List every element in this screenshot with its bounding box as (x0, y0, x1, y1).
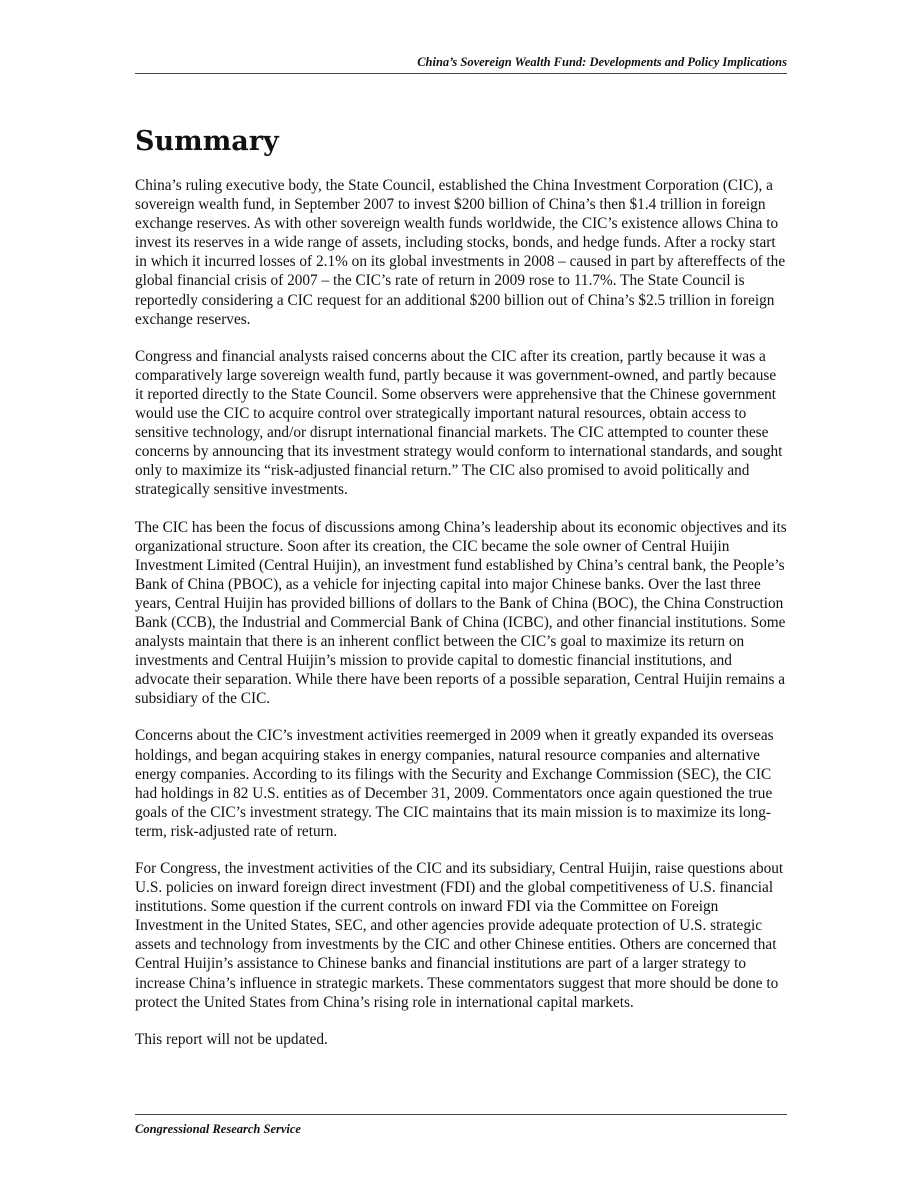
paragraph-congressional-concerns: Congress and financial analysts raised concerns about the CIC after its creation, partly because it was a comparatively large sovereign wealth fund, partly because it was government-owned, and partly because it reported directly to the State Council. Some observers were apprehensive that the Chinese government would use the CIC to acquire control over strategically important natural resources, obtain access to sensitive technology, and/or disrupt international financial markets. The CIC attempted to counter these concerns by announcing that its investment strategy would conform to international standards, and sought only to maximize its “risk-adjusted financial return.” The CIC also promised to avoid politically and strategically sensitive investments. (135, 347, 783, 499)
paragraph-central-huijin: The CIC has been the focus of discussions among China’s leadership about its economic objectives and its organizational structure. Soon after its creation, the CIC became the sole owner of Central Huijin Investment Limited (Central Huijin), an investment fund established by China’s central bank, the People’s Bank of China (PBOC), as a vehicle for injecting capital into major Chinese banks. Over the last three years, Central Huijin has provided billions of dollars to the Bank of China (BOC), the China Construction Bank (CCB), the Industrial and Commercial Bank of China (ICBC), and other financial institutions. Some analysts maintain that there is an inherent conflict between the CIC’s goal to maximize its return on investments and Central Huijin’s mission to provide capital to domestic financial institutions, and advocate their separation. While there have been reports of a possible separation, Central Huijin remains a subsidiary of the CIC. (135, 518, 787, 708)
page-title: Summary (135, 126, 279, 157)
footer-publisher: Congressional Research Service (135, 1122, 301, 1136)
running-header-title: China’s Sovereign Wealth Fund: Developments and Policy Implications (417, 55, 787, 69)
running-header (135, 54, 787, 74)
paragraph-cic-establishment: China’s ruling executive body, the State Council, established the China Investment Corporation (CIC), a sovereign wealth fund, in September 2007 to invest $200 billion of China’s then $1.4 trillion in foreign exchange reserves. As with other sovereign wealth funds worldwide, the CIC’s existence allows China to invest its reserves in a wide range of assets, including stocks, bonds, and hedge funds. After a rocky start in which it incurred losses of 2.1% on its global investments in 2008 – caused in part by aftereffects of the global financial crisis of 2007 – the CIC’s rate of return in 2009 rose to 11.7%. The State Council is reportedly considering a CIC request for an additional $200 billion out of China’s $2.5 trillion in foreign exchange reserves. (135, 177, 786, 328)
paragraph-2009-investments: Concerns about the CIC’s investment activities reemerged in 2009 when it greatly expanded its overseas holdings, and began acquiring stakes in energy companies, natural resource companies and alternative energy companies. According to its filings with the Security and Exchange Commission (SEC), the CIC had holdings in 82 U.S. entities as of December 31, 2009. Commentators once again questioned the true goals of the CIC’s investment strategy. The CIC maintains that its main mission is to maximize its long-term, risk-adjusted rate of return. (135, 727, 774, 840)
paragraph-update-note: This report will not be updated. (135, 1030, 328, 1048)
running-footer (135, 1114, 787, 1137)
summary-body (135, 176, 787, 1067)
paragraph-policy-questions: For Congress, the investment activities of the CIC and its subsidiary, Central Huijin, raise questions about U.S. policies on inward foreign direct investment (FDI) and the global competitiveness of U.S. financial institutions. Some question if the current controls on inward FDI via the Committee on Foreign Investment in the United States, SEC, and other agencies provide adequate protection of U.S. strategic assets and technology from investments by the CIC and other Chinese entities. Others are concerned that Central Huijin’s assistance to Chinese banks and financial institutions are part of a larger strategy to increase China’s influence in strategic markets. These commentators suggest that more should be done to protect the United States from China’s rising role in international capital markets. (135, 860, 784, 1011)
